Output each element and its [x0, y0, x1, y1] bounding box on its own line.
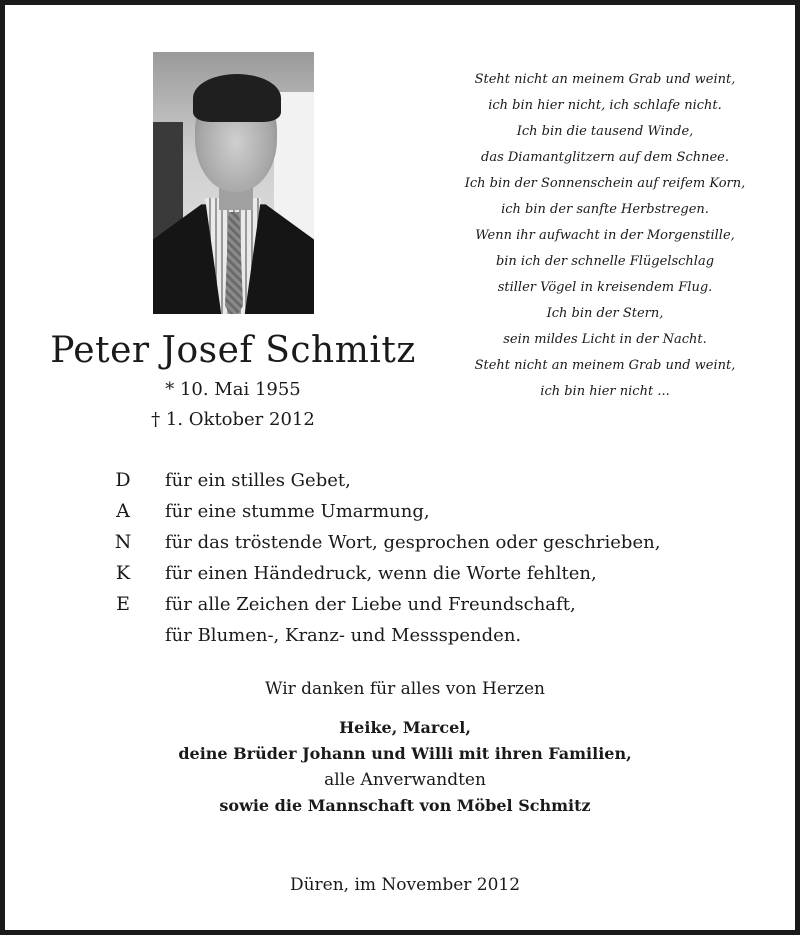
thanks-line: für ein stilles Gebet, — [165, 470, 351, 491]
signer-line: sowie die Mannschaft von Möbel Schmitz — [219, 796, 591, 815]
place-date: Düren, im November 2012 — [289, 875, 521, 895]
poem-line: Ich bin der Sonnenschein auf reifem Korn, — [464, 176, 746, 191]
poem-line: Ich bin die tausend Winde, — [516, 124, 694, 139]
thanks-line: für alle Zeichen der Liebe und Freundschaft, — [165, 594, 576, 615]
poem-line: ich bin der sanfte Herbstregen. — [501, 202, 709, 217]
signers — [5, 715, 800, 819]
thanks-line: für Blumen-, Kranz- und Messspenden. — [165, 625, 522, 646]
danke-letter: D — [115, 469, 131, 491]
birth-date: * 10. Mai 1955 — [165, 379, 301, 400]
death-date: † 1. Oktober 2012 — [151, 409, 315, 430]
poem — [445, 67, 765, 405]
danke-letter: K — [115, 562, 131, 584]
danke-letter: E — [116, 593, 130, 615]
poem-line: stiller Vögel in kreisendem Flug. — [497, 280, 713, 295]
danke-letter: A — [116, 500, 130, 522]
poem-line: Ich bin der Stern, — [546, 306, 664, 321]
thanks-line: für das tröstende Wort, gesprochen oder geschrieben, — [165, 532, 661, 553]
poem-line: ich bin hier nicht ... — [540, 384, 670, 399]
portrait-photo — [153, 52, 314, 314]
signer-line: deine Brüder Johann und Willi mit ihren Familien, — [178, 744, 632, 763]
danke-letter: N — [114, 531, 132, 553]
poem-line: das Diamantglitzern auf dem Schnee. — [481, 150, 729, 165]
poem-line: ich bin hier nicht, ich schlafe nicht. — [488, 98, 722, 113]
poem-line: bin ich der schnelle Flügelschlag — [495, 254, 715, 269]
poem-line: Steht nicht an meinem Grab und weint, — [474, 72, 736, 87]
closing-thanks: Wir danken für alles von Herzen — [265, 679, 545, 699]
danke-acrostic — [108, 465, 138, 620]
poem-line: Wenn ihr aufwacht in der Morgenstille, — [475, 228, 735, 243]
thanks-line: für einen Händedruck, wenn die Worte fehlten, — [165, 563, 597, 584]
thanks-line: für eine stumme Umarmung, — [165, 501, 430, 522]
signer-line: alle Anverwandten — [324, 770, 486, 790]
poem-line: Steht nicht an meinem Grab und weint, — [474, 358, 736, 373]
poem-line: sein mildes Licht in der Nacht. — [503, 332, 707, 347]
thanks-list — [165, 465, 765, 651]
deceased-name: Peter Josef Schmitz — [50, 330, 416, 371]
signer-line: Heike, Marcel, — [339, 718, 471, 737]
